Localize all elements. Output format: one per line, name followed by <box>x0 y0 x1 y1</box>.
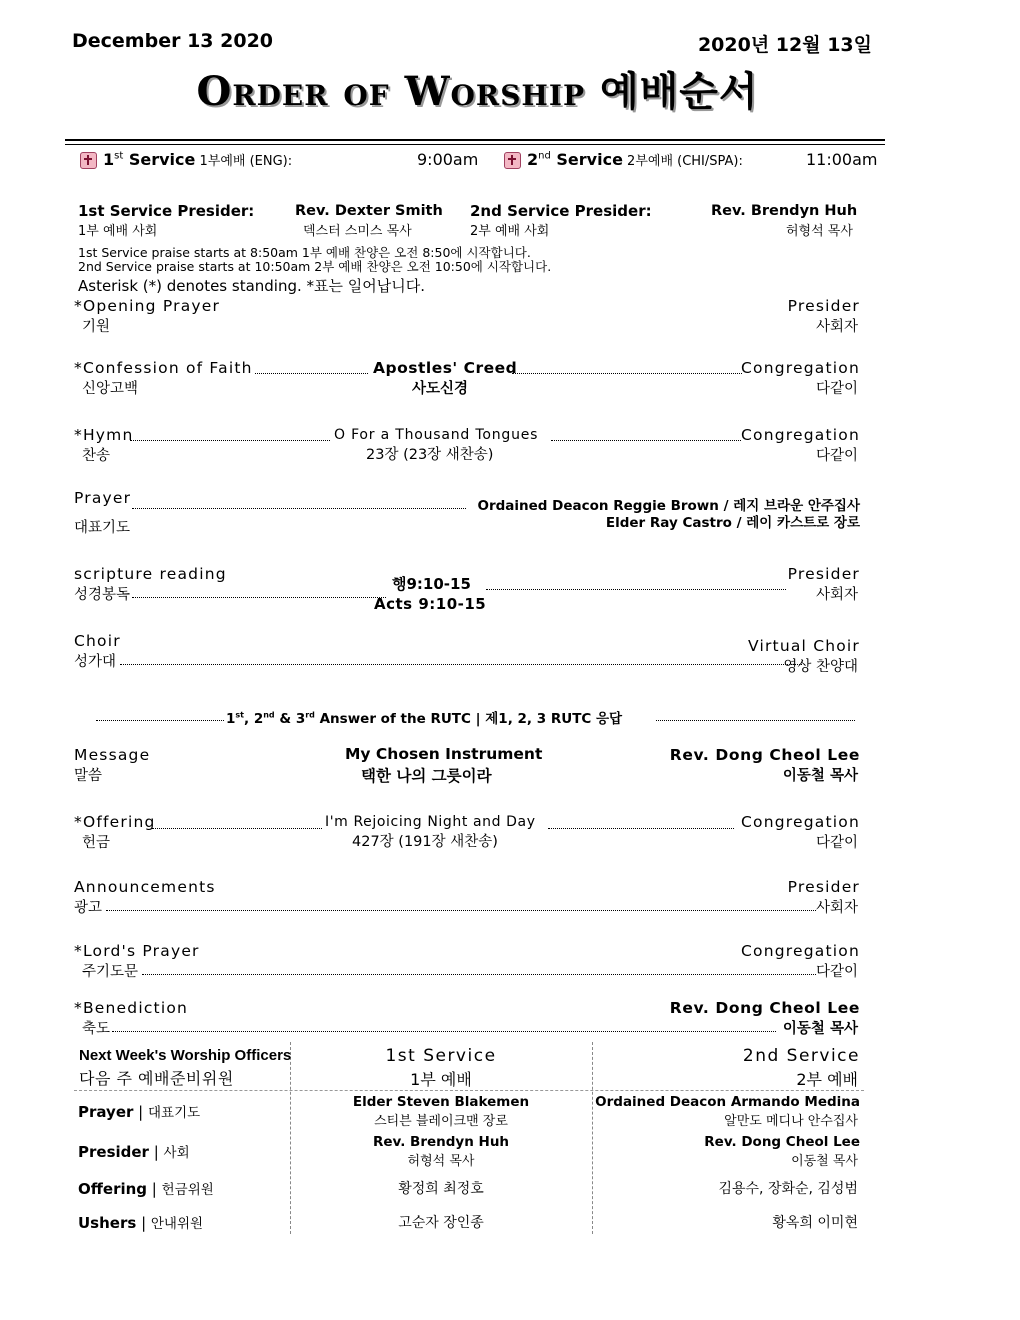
date-english: December 13 2020 <box>72 30 274 52</box>
table-cell: Elder Steven Blakemen <box>352 1094 530 1110</box>
officers-col1-header-ko: 1부 예배 <box>410 1070 472 1089</box>
table-divider <box>74 1090 864 1091</box>
lords-prayer-leader: Congregation <box>741 942 860 960</box>
second-presider-label-ko: 2부 예배 사회 <box>470 224 550 239</box>
officers-title: Next Week's Worship Officers <box>79 1047 292 1064</box>
cross-icon <box>504 152 521 169</box>
table-cell: Ordained Deacon Armando Medina <box>595 1094 860 1110</box>
benediction-label-ko: 축도 <box>82 1021 111 1037</box>
announcements-leader: Presider <box>787 878 860 896</box>
message-label-ko: 말씀 <box>74 768 103 784</box>
offering-hymn-title: I'm Rejoicing Night and Day <box>325 814 536 830</box>
hymn-leader: Congregation <box>741 426 860 444</box>
table-cell: 허형석 목사 <box>407 1154 475 1169</box>
offering-label-ko: 헌금 <box>82 835 111 851</box>
leader-dots <box>120 664 802 665</box>
first-presider-name-ko: 덱스터 스미스 목사 <box>303 224 412 239</box>
leader-dots <box>551 440 741 441</box>
leader-dots <box>132 508 466 509</box>
note-first-service: 1st Service praise starts at 8:50am 1부 예배 찬양은 오전 8:50에 시작합니다. <box>78 245 531 260</box>
table-cell: 고순자 장인종 <box>398 1215 484 1231</box>
rutc-answer: 1st, 2nd & 3rd Answer of the RUTC | 제1, 2, 3 RUTC 응답 <box>226 710 623 727</box>
note-standing: Asterisk (*) denotes standing. *표는 일어납니다. <box>78 277 426 295</box>
leader-dots <box>142 974 816 975</box>
confession-leader-ko: 다같이 <box>815 381 858 397</box>
leader-dots <box>656 720 855 721</box>
leader-dots <box>548 828 734 829</box>
hymn-title: O For a Thousand Tongues <box>334 427 539 443</box>
leader-dots <box>96 720 224 721</box>
offering-leader-ko: 다같이 <box>815 835 858 851</box>
table-cell: 스티븐 블레이크맨 장로 <box>374 1114 508 1129</box>
first-service-line: 1st Service 1부예배 (ENG): <box>80 150 292 169</box>
note-second-service: 2nd Service praise starts at 10:50am 2부 예배 찬양은 오전 10:50에 시작합니다. <box>78 259 552 274</box>
cross-icon <box>80 152 97 169</box>
hymn-label: *Hymn <box>74 426 134 444</box>
scripture-reference: Acts 9:10-15 <box>374 595 487 613</box>
sermon-title-ko: 택한 나의 그릇이라 <box>361 767 492 785</box>
confession-title-ko: 사도신경 <box>412 381 469 397</box>
confession-label: *Confession of Faith <box>74 359 253 377</box>
table-row-role: Offering | 헌금위원 <box>78 1180 214 1198</box>
table-cell: 알만도 메디나 안수집사 <box>724 1114 858 1129</box>
benediction-leader-ko: 이동철 목사 <box>782 1021 858 1037</box>
officers-title-ko: 다음 주 예배준비위원 <box>79 1069 234 1088</box>
table-cell: 김용수, 장화순, 김성범 <box>718 1181 858 1197</box>
announcements-leader-ko: 사회자 <box>815 900 858 916</box>
scripture-leader: Presider <box>787 565 860 583</box>
sermon-title: My Chosen Instrument <box>345 745 543 763</box>
date-korean: 2020년 12월 13일 <box>697 34 872 56</box>
hymn-leader-ko: 다같이 <box>815 448 858 464</box>
leader-dots <box>255 373 368 374</box>
lords-prayer-leader-ko: 다같이 <box>815 964 858 980</box>
hymn-label-ko: 찬송 <box>82 448 111 464</box>
page-title: Order of Worship 예배순서 <box>196 68 759 115</box>
benediction-label: *Benediction <box>74 999 189 1017</box>
first-presider-label: 1st Service Presider: <box>78 202 255 220</box>
second-presider-name-ko: 허형석 목사 <box>786 224 853 239</box>
leader-dots <box>512 373 742 374</box>
officers-col2-header-ko: 2부 예배 <box>796 1070 858 1089</box>
leader-dots <box>132 597 386 598</box>
header-rule-thin <box>65 144 885 145</box>
officers-col2-header: 2nd Service <box>742 1046 860 1066</box>
prayer-label-ko: 대표기도 <box>74 520 131 536</box>
choir-leader: Virtual Choir <box>748 637 860 655</box>
hymn-number: 23장 (23장 새찬송) <box>366 447 494 463</box>
second-presider-name: Rev. Brendyn Huh <box>711 203 858 219</box>
scripture-leader-ko: 사회자 <box>815 587 858 603</box>
benediction-leader: Rev. Dong Cheol Lee <box>669 999 860 1017</box>
second-service-time: 11:00am <box>806 150 878 169</box>
header-rule <box>65 139 885 141</box>
announcements-label: Announcements <box>74 878 216 896</box>
leader-dots <box>152 828 322 829</box>
offering-leader: Congregation <box>741 813 860 831</box>
leader-dots <box>486 589 786 590</box>
leader-dots <box>112 1031 776 1032</box>
second-presider-label: 2nd Service Presider: <box>470 202 652 220</box>
table-row-role: Presider | 사회 <box>78 1143 190 1161</box>
choir-label-ko: 성가대 <box>74 654 117 670</box>
offering-label: *Offering <box>74 813 156 831</box>
prayer-label: Prayer <box>74 489 132 507</box>
confession-leader: Congregation <box>741 359 860 377</box>
table-cell: Rev. Dong Cheol Lee <box>704 1134 860 1150</box>
second-service-line: 2nd Service 2부예배 (CHI/SPA): <box>504 150 743 169</box>
table-cell: 황옥희 이미현 <box>772 1215 858 1231</box>
message-leader: Rev. Dong Cheol Lee <box>669 746 860 764</box>
scripture-label-ko: 성경봉독 <box>74 587 131 603</box>
first-presider-label-ko: 1부 예배 사회 <box>78 224 158 239</box>
prayer-leader: Ordained Deacon Reggie Brown / 레지 브라운 안주집사 <box>477 498 860 514</box>
scripture-label: scripture reading <box>74 565 227 583</box>
table-cell: 황정희 최정호 <box>398 1181 484 1197</box>
confession-label-ko: 신앙고백 <box>82 381 139 397</box>
opening-prayer-leader: Presider <box>787 297 860 315</box>
first-presider-name: Rev. Dexter Smith <box>295 203 443 219</box>
officers-col1-header: 1st Service <box>385 1046 497 1066</box>
choir-leader-ko: 영상 찬양대 <box>783 659 858 675</box>
table-row-role: Ushers | 안내위원 <box>78 1214 204 1232</box>
table-cell: Rev. Brendyn Huh <box>372 1134 510 1150</box>
leader-dots <box>106 910 816 911</box>
confession-title: Apostles' Creed <box>373 359 518 377</box>
opening-prayer-label: *Opening Prayer <box>74 297 221 315</box>
leader-dots <box>130 440 330 441</box>
opening-prayer-label-ko: 기원 <box>82 319 111 335</box>
announcements-label-ko: 광고 <box>74 900 103 916</box>
table-divider <box>592 1042 593 1234</box>
offering-hymn-number: 427장 (191장 새찬송) <box>352 834 498 850</box>
table-row-role: Prayer | 대표기도 <box>78 1103 201 1121</box>
message-leader-ko: 이동철 목사 <box>782 768 858 784</box>
opening-prayer-leader-ko: 사회자 <box>815 319 858 335</box>
first-service-time: 9:00am <box>417 150 479 169</box>
prayer-leader-2: Elder Ray Castro / 레이 카스트로 장로 <box>605 515 860 531</box>
lords-prayer-label: *Lord's Prayer <box>74 942 200 960</box>
choir-label: Choir <box>74 632 121 650</box>
table-cell: 이동철 목사 <box>791 1154 858 1169</box>
scripture-reference-ko: 행9:10-15 <box>392 575 471 593</box>
message-label: Message <box>74 746 151 764</box>
lords-prayer-label-ko: 주기도문 <box>82 964 139 980</box>
